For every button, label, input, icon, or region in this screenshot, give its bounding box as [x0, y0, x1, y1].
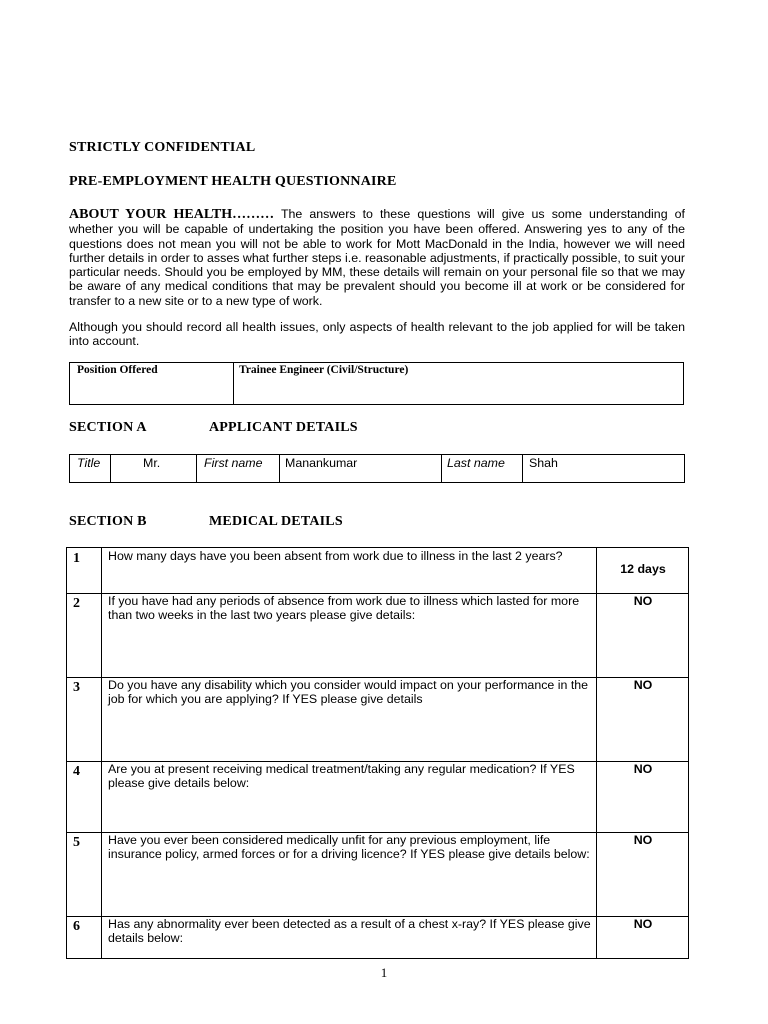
position-value[interactable]: Trainee Engineer (Civil/Structure): [239, 364, 409, 376]
position-divider: [233, 363, 234, 404]
answer-4[interactable]: NO: [633, 762, 653, 776]
question-number-6: 6: [73, 919, 80, 934]
section-a-label: SECTION A: [69, 420, 147, 435]
page-number: 1: [380, 965, 388, 980]
section-a-title: APPLICANT DETAILS: [209, 420, 358, 435]
answer-3[interactable]: NO: [633, 678, 653, 692]
section-b-title: MEDICAL DETAILS: [209, 514, 343, 529]
title-label: Title: [77, 456, 101, 470]
first-name-value[interactable]: Manankumar: [285, 456, 358, 470]
answer-1[interactable]: 12 days: [620, 562, 666, 576]
question-number-5: 5: [73, 835, 80, 850]
position-offered-box: [69, 362, 684, 405]
question-text-2: If you have had any periods of absence from work due to illness which lasted for more than two weeks in the last two years please give details:: [108, 594, 580, 623]
applicant-details-row: [69, 454, 685, 483]
last-name-value[interactable]: Shah: [529, 456, 558, 470]
intro-lead: ABOUT YOUR HEALTH………: [69, 207, 275, 222]
question-text-6: Has any abnormality ever been detected as a result of a chest x-ray? If YES please give details below:: [108, 917, 591, 946]
question-number-3: 3: [73, 680, 80, 695]
question-number-4: 4: [73, 764, 80, 779]
medical-details-table: [66, 547, 689, 959]
document-title: PRE-EMPLOYMENT HEALTH QUESTIONNAIRE: [69, 174, 397, 189]
question-text-1: How many days have you been absent from work due to illness in the last 2 years?: [108, 549, 563, 563]
confidential-heading: STRICTLY CONFIDENTIAL: [69, 140, 256, 155]
last-name-label: Last name: [447, 456, 505, 470]
intro-note: Although you should record all health issues, only aspects of health relevant to the job applied for will be taken into account.: [69, 320, 685, 349]
first-name-label: First name: [204, 456, 263, 470]
intro-body: The answers to these questions will give us some understanding of whether you will be capable of undertaking the position you have been offered. Answering yes to any of the questions does not mean you will not be able to work for Mott MacDonald in the India, however we will need further details in order to asses what further steps i.e. reasonable adjustments, if practically possible, to suit your particular needs. Should you be employed by MM, these details will remain on your personal file so that we may be aware of any medical conditions that may be prevalent should you become ill at work or be considered for transfer to a new site or to a new type of work.: [69, 207, 685, 308]
title-value[interactable]: Mr.: [143, 456, 161, 470]
question-text-3: Do you have any disability which you consider would impact on your performance in the job for which you are applying? If YES please give details: [108, 678, 589, 707]
question-text-5: Have you ever been considered medically unfit for any previous employment, life insurance policy, armed forces or for a driving licence? If YES please give details below:: [108, 833, 590, 862]
answer-6[interactable]: NO: [633, 917, 653, 931]
position-label: Position Offered: [77, 364, 158, 376]
answer-5[interactable]: NO: [633, 833, 653, 847]
question-number-2: 2: [73, 596, 80, 611]
intro-paragraph: [69, 207, 685, 308]
question-number-1: 1: [73, 551, 80, 566]
section-b-label: SECTION B: [69, 514, 147, 529]
answer-2[interactable]: NO: [633, 594, 653, 608]
question-text-4: Are you at present receiving medical treatment/taking any regular medication? If YES please give details below:: [108, 762, 575, 791]
